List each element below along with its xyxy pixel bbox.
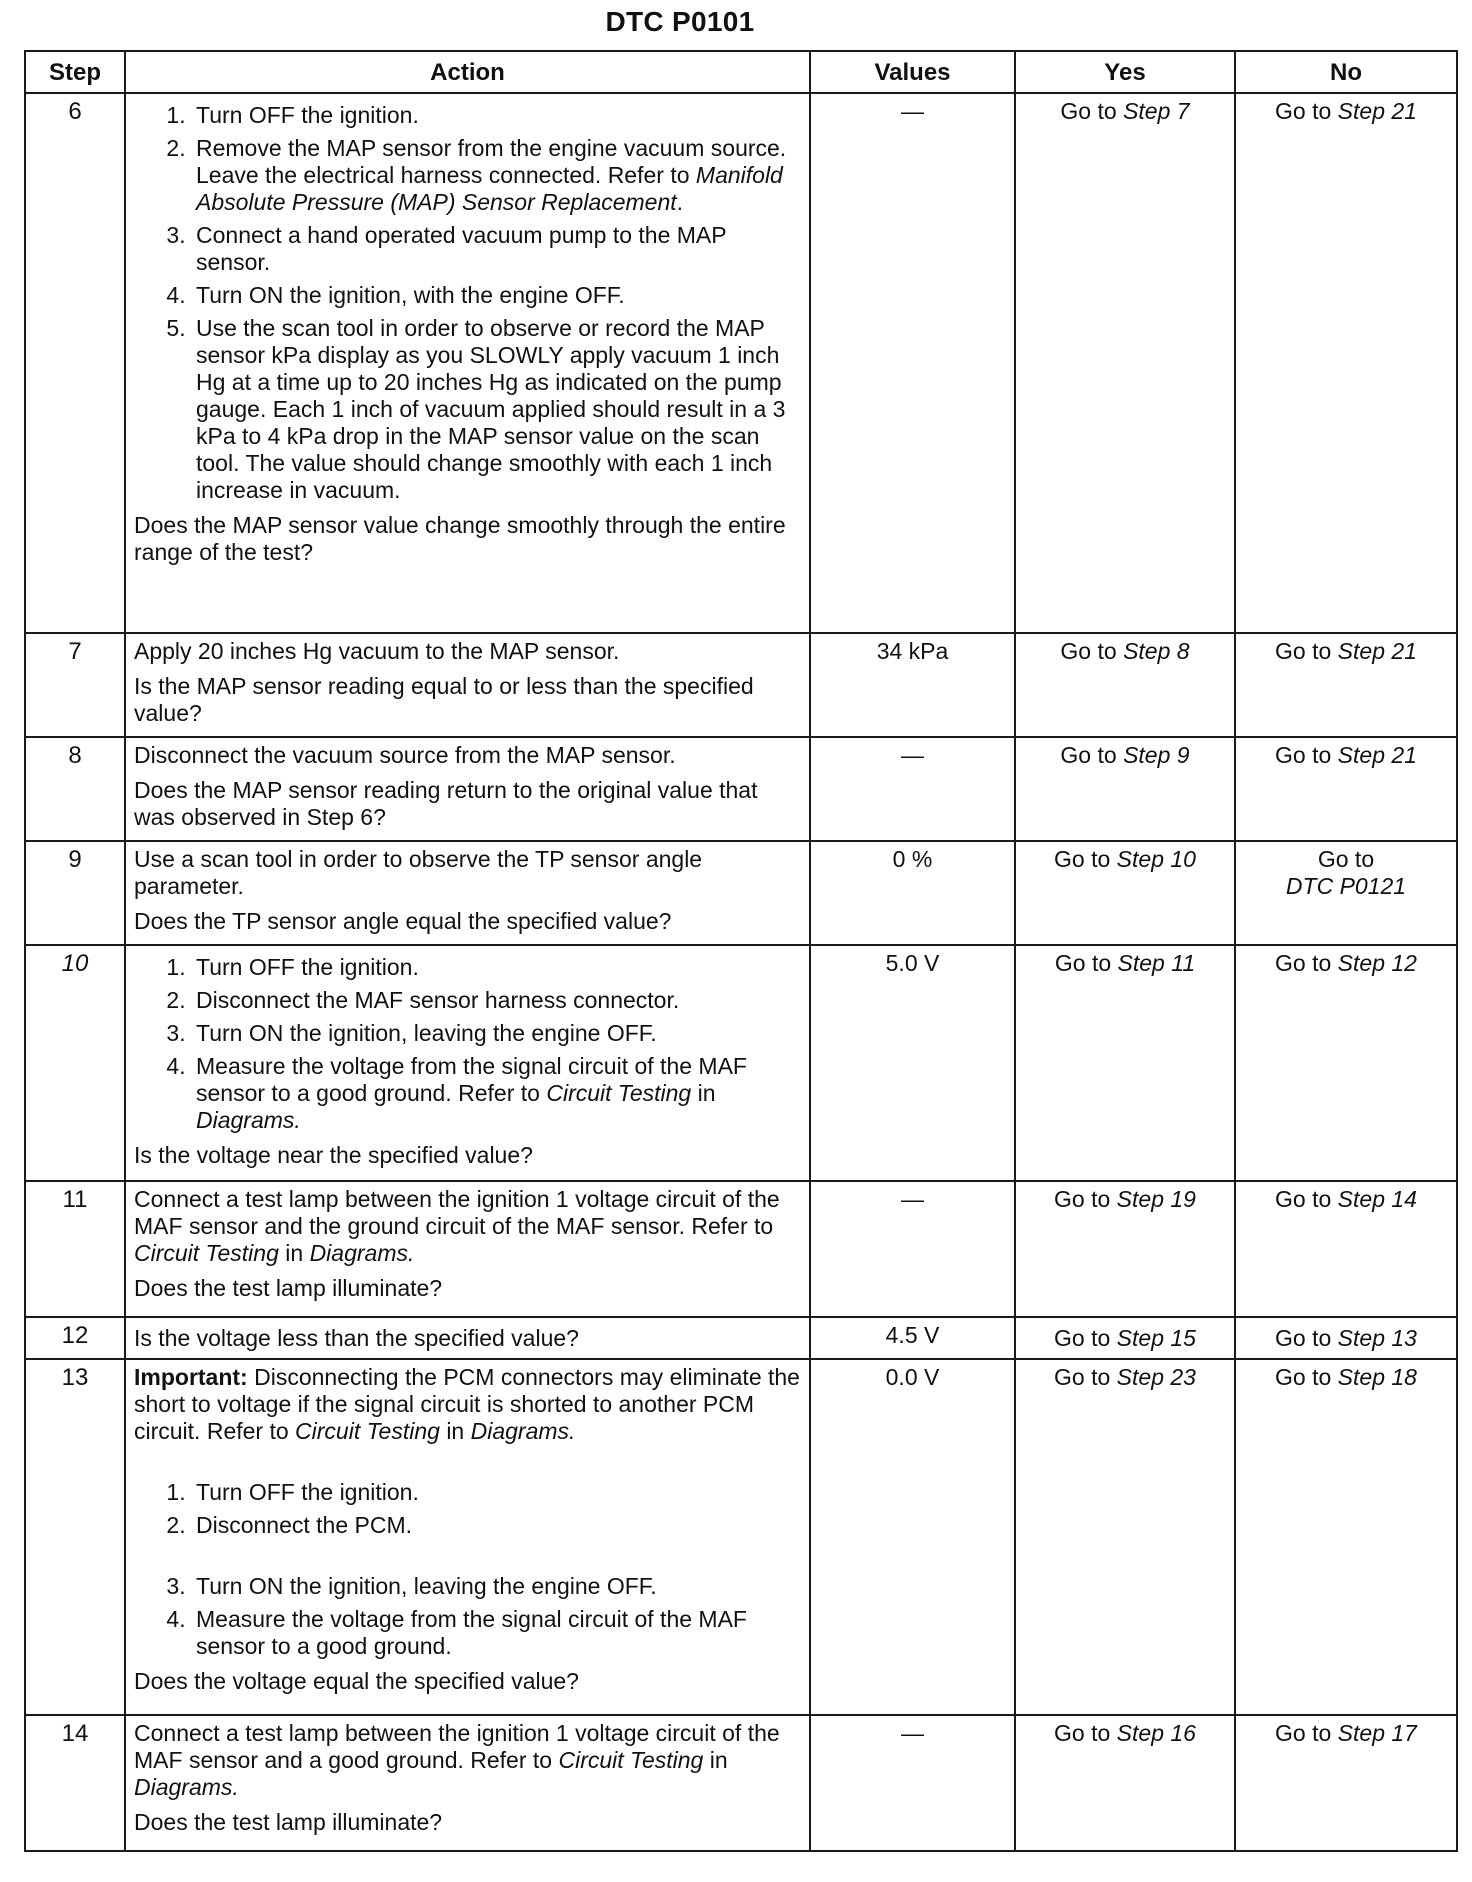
action-text: Connect a test lamp between the ignition 1 voltage circuit of the MAF sensor and a good ground. Refer to Circuit Testing in Diagrams.	[134, 1720, 780, 1800]
no-cell	[1235, 1715, 1457, 1851]
action-text: Connect a test lamp between the ignition 1 voltage circuit of the MAF sensor and the ground circuit of the MAF sensor. Refer to Circuit Testing in Diagrams.	[134, 1186, 780, 1266]
action-cell	[125, 1715, 810, 1851]
action-question: Does the MAP sensor value change smoothly through the entire range of the test?	[134, 512, 786, 565]
yes-link[interactable]: Go to Step 19	[1054, 1186, 1196, 1212]
no-cell	[1235, 1317, 1457, 1359]
no-cell	[1235, 945, 1457, 1181]
yes-cell	[1015, 633, 1235, 737]
reference-link[interactable]: Diagrams.	[196, 1107, 301, 1133]
yes-cell	[1015, 1317, 1235, 1359]
yes-cell	[1015, 945, 1235, 1181]
header-action: Action	[125, 51, 810, 93]
important-note: Important: Disconnecting the PCM connectors may eliminate the short to voltage if the signal circuit is shorted to another PCM circuit. Refer to Circuit Testing in Diagrams.	[134, 1364, 800, 1444]
no-link[interactable]: Go to Step 18	[1275, 1364, 1417, 1390]
yes-link[interactable]: Go to Step 8	[1060, 638, 1190, 664]
yes-link[interactable]: Go to Step 11	[1054, 950, 1196, 976]
step-number: 13	[25, 1359, 125, 1715]
yes-link[interactable]: Go to Step 10	[1054, 846, 1196, 872]
yes-link[interactable]: Go to Step 16	[1054, 1720, 1196, 1746]
table-header-row	[25, 51, 1457, 93]
reference-link[interactable]: Circuit Testing	[295, 1418, 440, 1444]
action-cell	[125, 1359, 810, 1715]
table-row	[25, 737, 1457, 841]
value-cell: 5.0 V	[810, 945, 1015, 1181]
action-cell	[125, 1317, 810, 1359]
action-cell	[125, 1181, 810, 1317]
action-question: Does the TP sensor angle equal the specified value?	[134, 908, 672, 934]
step-number: 10	[25, 945, 125, 1181]
action-item: 3. Connect a hand operated vacuum pump to the MAP sensor.	[192, 222, 801, 276]
reference-link[interactable]: Manifold Absolute Pressure (MAP) Sensor Replacement	[196, 162, 783, 215]
value-cell: 34 kPa	[810, 633, 1015, 737]
step-number: 11	[25, 1181, 125, 1317]
action-item: 4. Measure the voltage from the signal circuit of the MAF sensor to a good ground. Refer to Circuit Testing in Diagrams.	[192, 1053, 801, 1134]
action-question: Is the voltage less than the specified value?	[134, 1324, 579, 1351]
no-cell	[1235, 737, 1457, 841]
action-cell	[125, 93, 810, 633]
no-cell	[1235, 841, 1457, 945]
table-row	[25, 93, 1457, 633]
reference-link[interactable]: Circuit Testing	[546, 1080, 692, 1106]
no-link[interactable]: Go to Step 21	[1275, 742, 1417, 768]
header-yes: Yes	[1015, 51, 1235, 93]
value-cell: 0.0 V	[810, 1359, 1015, 1715]
action-item: 4. Turn ON the ignition, with the engine OFF.	[192, 282, 801, 309]
no-link[interactable]: Go to Step 14	[1275, 1186, 1417, 1212]
action-question: Is the MAP sensor reading equal to or less than the specified value?	[134, 673, 754, 726]
value-cell: —	[810, 1715, 1015, 1851]
reference-link[interactable]: Circuit Testing	[558, 1747, 704, 1773]
action-cell	[125, 841, 810, 945]
action-question: Does the test lamp illuminate?	[134, 1275, 443, 1301]
action-cell	[125, 737, 810, 841]
action-item: 3. Turn ON the ignition, leaving the engine OFF.	[192, 1020, 801, 1047]
action-item: 2. Disconnect the PCM.	[192, 1512, 801, 1539]
step-number: 6	[25, 93, 125, 633]
table-row	[25, 945, 1457, 1181]
table-row	[25, 841, 1457, 945]
action-text: Disconnect the vacuum source from the MAP sensor.	[134, 742, 676, 768]
page-title: DTC P0101	[605, 6, 755, 37]
action-question: Does the MAP sensor reading return to the original value that was observed in Step 6?	[134, 777, 758, 830]
header-no: No	[1235, 51, 1457, 93]
action-item: 1. Turn OFF the ignition.	[192, 102, 801, 129]
step-number: 14	[25, 1715, 125, 1851]
yes-link[interactable]: Go to Step 23	[1054, 1364, 1196, 1390]
no-cell	[1235, 1359, 1457, 1715]
no-cell	[1235, 633, 1457, 737]
action-question: Does the test lamp illuminate?	[134, 1809, 443, 1835]
table-row	[25, 633, 1457, 737]
no-cell	[1235, 1181, 1457, 1317]
step-number: 12	[25, 1317, 125, 1359]
yes-cell	[1015, 1715, 1235, 1851]
yes-cell	[1015, 737, 1235, 841]
step-number: 7	[25, 633, 125, 737]
action-text: Use a scan tool in order to observe the TP sensor angle parameter.	[134, 846, 703, 899]
action-item: 1. Turn OFF the ignition.	[192, 954, 801, 981]
value-cell: 4.5 V	[810, 1317, 1015, 1359]
step-number: 9	[25, 841, 125, 945]
table-row	[25, 1359, 1457, 1715]
header-values: Values	[810, 51, 1015, 93]
action-cell	[125, 633, 810, 737]
yes-link[interactable]: Go to Step 15	[1054, 1324, 1196, 1351]
table-row	[25, 1181, 1457, 1317]
action-cell	[125, 945, 810, 1181]
value-cell: —	[810, 93, 1015, 633]
no-cell	[1235, 93, 1457, 633]
table-row	[25, 1715, 1457, 1851]
action-question: Does the voltage equal the specified value?	[134, 1668, 579, 1694]
no-link[interactable]: Go to Step 13	[1275, 1324, 1417, 1351]
value-cell: —	[810, 1181, 1015, 1317]
reference-link[interactable]: Diagrams.	[309, 1240, 415, 1266]
no-link[interactable]: Go to DTC P0121	[1285, 846, 1407, 899]
yes-cell	[1015, 1359, 1235, 1715]
reference-link[interactable]: Diagrams.	[134, 1774, 239, 1800]
reference-link[interactable]: Diagrams.	[470, 1418, 576, 1444]
reference-link[interactable]: Circuit Testing	[134, 1240, 279, 1266]
table-row	[25, 1317, 1457, 1359]
action-item: 1. Turn OFF the ignition.	[192, 1479, 801, 1506]
yes-cell	[1015, 841, 1235, 945]
action-item: 3. Turn ON the ignition, leaving the engine OFF.	[192, 1573, 801, 1600]
action-item: 4. Measure the voltage from the signal circuit of the MAF sensor to a good ground.	[192, 1606, 801, 1660]
action-question: Is the voltage near the specified value?	[134, 1142, 533, 1168]
action-item: 2. Remove the MAP sensor from the engine vacuum source. Leave the electrical harness connected. Refer to Manifold Absolute Pressure (MAP) Sensor Replacement.	[192, 135, 801, 216]
no-link[interactable]: Go to Step 12	[1275, 950, 1417, 976]
value-cell: 0 %	[810, 841, 1015, 945]
step-number: 8	[25, 737, 125, 841]
value-cell: —	[810, 737, 1015, 841]
diagnostic-table	[24, 50, 1458, 1852]
no-link[interactable]: Go to Step 21	[1275, 638, 1417, 664]
no-link[interactable]: Go to Step 17	[1275, 1720, 1417, 1746]
header-step: Step	[25, 51, 125, 93]
action-item: 5. Use the scan tool in order to observe or record the MAP sensor kPa display as you SLOWLY apply vacuum 1 inch Hg at a time up to 20 inches Hg as indicated on the pump gauge. Each 1 inch of vacuum applied should result in a 3 kPa to 4 kPa drop in the MAP sensor value on the scan tool. The value should change smoothly with each 1 inch increase in vacuum.	[192, 315, 801, 504]
action-text: Apply 20 inches Hg vacuum to the MAP sensor.	[134, 638, 620, 664]
yes-cell	[1015, 93, 1235, 633]
yes-link[interactable]: Go to Step 7	[1060, 98, 1190, 124]
action-item: 2. Disconnect the MAF sensor harness connector.	[192, 987, 801, 1014]
no-link[interactable]: Go to Step 21	[1275, 98, 1417, 124]
yes-cell	[1015, 1181, 1235, 1317]
yes-link[interactable]: Go to Step 9	[1060, 742, 1190, 768]
